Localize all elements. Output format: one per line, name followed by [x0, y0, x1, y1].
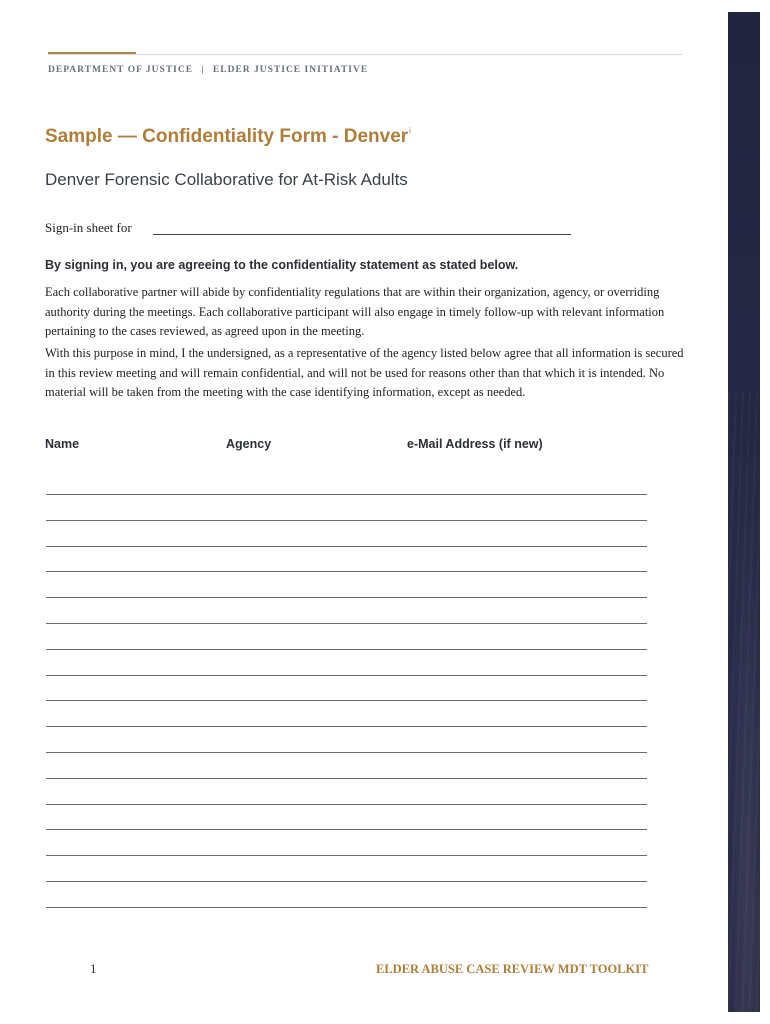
signature-line[interactable]: [46, 829, 647, 830]
signature-line[interactable]: [46, 726, 647, 727]
signature-table-header: [45, 437, 645, 455]
confidentiality-paragraph-1: Each collaborative partner will abide by confidentiality regulations that are within their organization, agency, or overriding authority during the meetings. Each collaborative participant will also engage in timely follow-up with relevant information pertaining to the cases reviewed, as agreed upon in the meeting.: [45, 285, 665, 338]
signature-line[interactable]: [46, 778, 647, 779]
form-subtitle: Denver Forensic Collaborative for At-Risk Adults: [45, 170, 408, 189]
signature-line[interactable]: [46, 597, 647, 598]
decorative-side-strip: [728, 12, 760, 1012]
header-separator: |: [201, 65, 205, 75]
running-header: [48, 65, 368, 75]
header-department: DEPARTMENT OF JUSTICE: [48, 65, 194, 75]
footer-toolkit-title: ELDER ABUSE CASE REVIEW MDT TOOLKIT: [376, 962, 649, 976]
signature-line[interactable]: [46, 804, 647, 805]
signature-line[interactable]: [46, 752, 647, 753]
signin-label: Sign-in sheet for: [45, 220, 132, 235]
signature-lines: [46, 494, 647, 933]
signature-line[interactable]: [46, 649, 647, 650]
form-title: [45, 126, 411, 148]
page-number: 1: [90, 961, 97, 976]
column-header-agency: Agency: [226, 437, 272, 451]
agreement-heading: By signing in, you are agreeing to the confidentiality statement as stated below.: [45, 258, 519, 272]
column-header-email: e-Mail Address (if new): [407, 437, 543, 451]
header-initiative: ELDER JUSTICE INITIATIVE: [212, 65, 369, 75]
column-header-name: Name: [45, 437, 80, 451]
signature-line[interactable]: [46, 494, 647, 495]
confidentiality-paragraph-2: With this purpose in mind, I the undersigned, as a representative of the agency listed below agree that all information is secured in this review meeting and will remain confidential, and will not be used for reasons other than that which it is intended. No material will be taken from the meeting with the case identifying information, except as needed.: [45, 346, 684, 399]
signature-line[interactable]: [46, 623, 647, 624]
signin-blank-line[interactable]: [153, 234, 571, 235]
signature-line[interactable]: [46, 675, 647, 676]
form-title-text: Sample — Confidentiality Form - Denver: [45, 126, 409, 147]
signature-line[interactable]: [46, 881, 647, 882]
signature-line[interactable]: [46, 571, 647, 572]
signature-line[interactable]: [46, 700, 647, 701]
signature-line[interactable]: [46, 907, 647, 908]
signature-line[interactable]: [46, 855, 647, 856]
signature-line[interactable]: [46, 520, 647, 521]
footnote-marker: i: [409, 126, 411, 135]
signature-line[interactable]: [46, 546, 647, 547]
header-rule: [48, 54, 682, 55]
